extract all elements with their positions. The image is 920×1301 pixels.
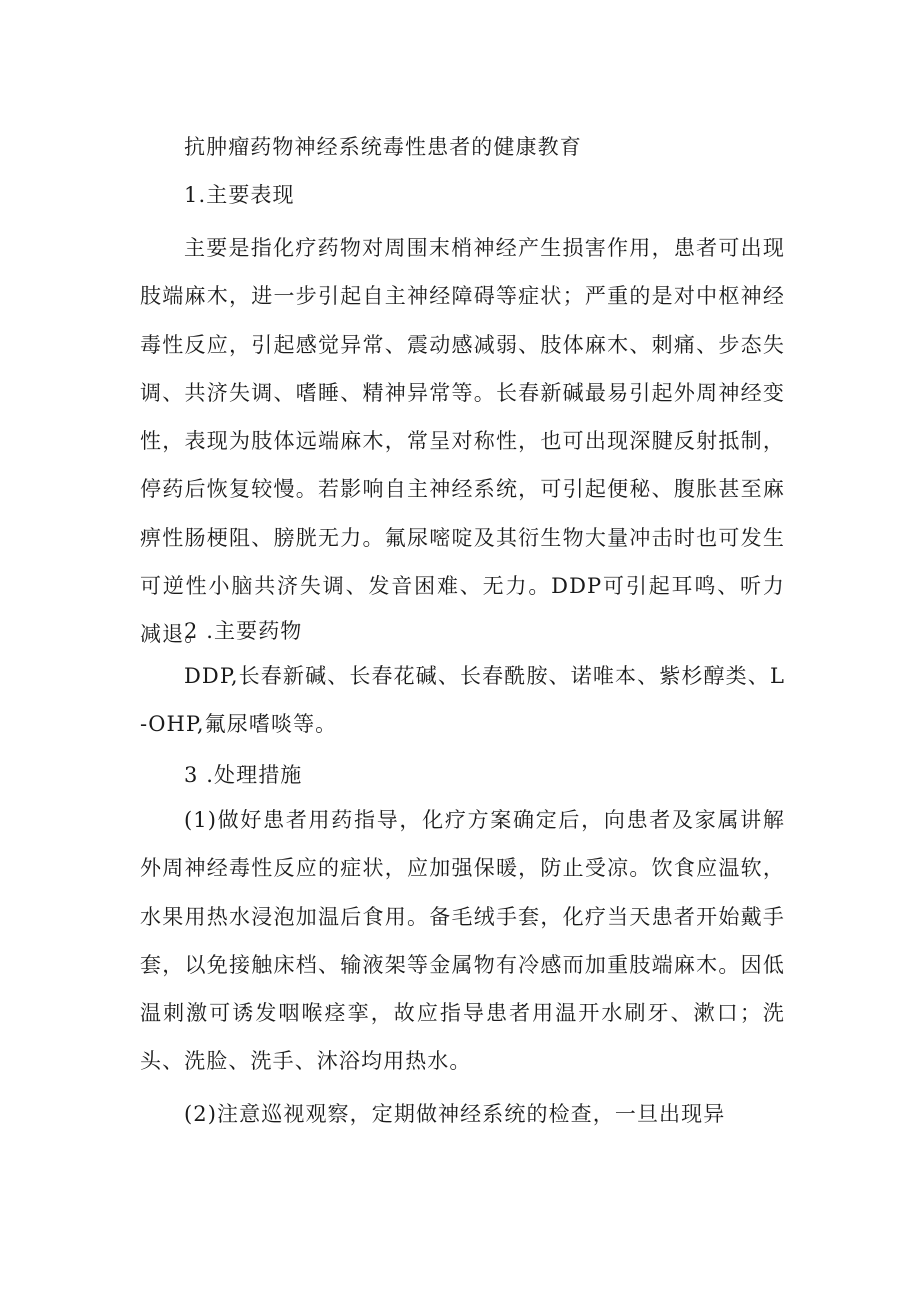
section-3-heading: 3 .处理措施 xyxy=(184,763,303,787)
section-1-body: 主要是指化疗药物对周围末梢神经产生损害作用，患者可出现肢端麻木，进一步引起自主神经障碍等症状；严重的是对中枢神经毒性反应，引起感觉异常、震动感减弱、肢体麻木、刺痛、步态失调、共济失调、嗜睡、精神异常等。长春新碱最易引起外周神经变性，表现为肢体远端麻木，常呈对称性，也可出现深腱反射抵制，停药后恢复较慢。若影响自主神经系统，可引起便秘、腹胀甚至麻痹性肠梗阻、膀胱无力。氟尿嘧啶及其衍生物大量冲击时也可发生可逆性小脑共济失调、发音困难、无力。DDP可引起耳鸣、听力减退。 xyxy=(140,236,785,647)
section-2-heading: 2 .主要药物 xyxy=(184,619,303,643)
section-2-body: DDP,长春新碱、长春花碱、长春酰胺、诺唯本、紫杉醇类、L-OHP,氟尿嗜啖等。 xyxy=(140,664,785,737)
section-3-item-2: (2)注意巡视观察，定期做神经系统的检查，一旦出现异 xyxy=(184,1102,726,1126)
section-1-heading: 1.主要表现 xyxy=(184,183,295,207)
document-title: 抗肿瘤药物神经系统毒性患者的健康教育 xyxy=(184,135,582,159)
section-3-item-1: (1)做好患者用药指导，化疗方案确定后，向患者及家属讲解外周神经毒性反应的症状，应加强保暖，防止受凉。饮食应温软，水果用热水浸泡加温后食用。备毛绒手套，化疗当天患者开始戴手套，以免接触床档、输液架等金属物有冷感而加重肢端麻木。因低温刺激可诱发咽喉痉挛，故应指导患者用温开水刷牙、漱口；洗头、洗脸、洗手、沐浴均用热水。 xyxy=(140,808,785,1074)
